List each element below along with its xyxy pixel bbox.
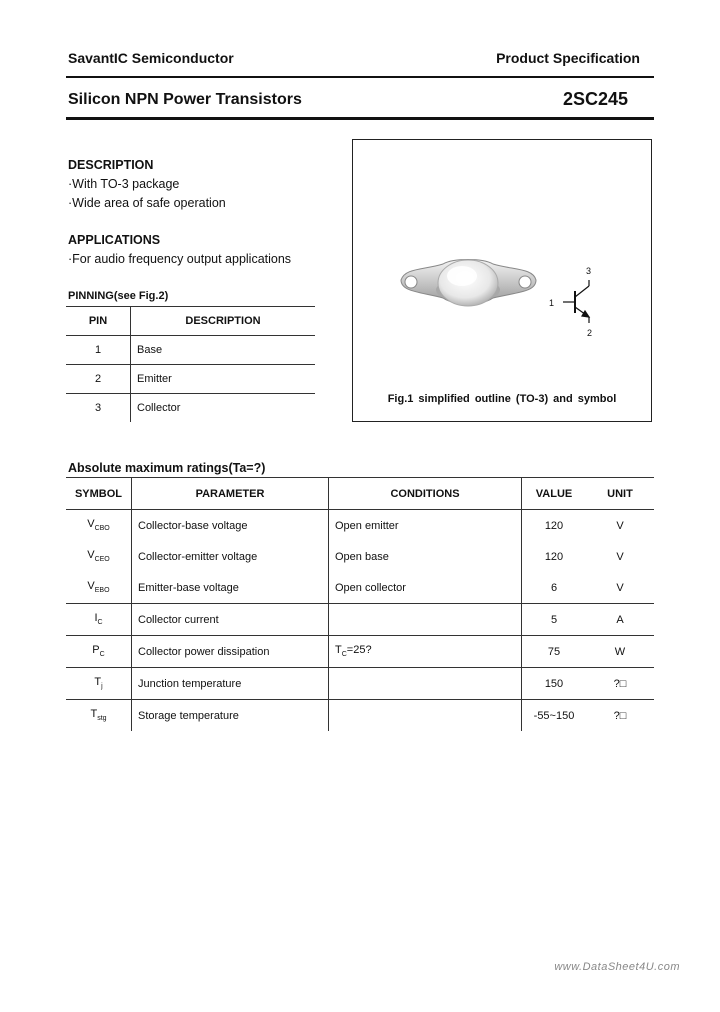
unit-cell: ?□ (613, 709, 627, 722)
part-number: 2SC245 (562, 89, 628, 109)
symbol-cell: $T_{stg}$ (90, 708, 107, 723)
title-rule (66, 117, 654, 120)
parameter-cell: Junction temperature (132, 668, 329, 700)
parameter-col-header: PARAMETER (132, 478, 329, 510)
conditions-cell: Open emitter (329, 510, 522, 542)
symbol-pin-label: 2 (587, 328, 593, 338)
ratings-table (66, 477, 654, 731)
pin-description: Collector (137, 402, 181, 414)
parameter-cell: Collector power dissipation (132, 636, 329, 668)
symbol-cell: $T_j$ (66, 668, 132, 700)
unit-cell: V (616, 519, 624, 532)
table-row (66, 394, 315, 423)
conditions-cell (329, 700, 522, 732)
value-cell: 6 (522, 572, 587, 604)
unit-col-header: UNIT (586, 478, 654, 510)
table-row (66, 636, 654, 668)
parameter-cell: Emitter-base voltage (132, 572, 329, 604)
table-row (66, 604, 654, 636)
pin-number: 3 (66, 394, 131, 423)
conditions-cell: $T_C=25$? (329, 636, 522, 668)
description-item: ·With TO-3 package (68, 177, 180, 191)
description-item: ·Wide area of safe operation (68, 196, 226, 210)
ratings-heading: Absolute maximum ratings(Ta=?) (68, 461, 266, 475)
header-rule (66, 76, 654, 78)
unit-cell: V (586, 572, 654, 604)
conditions-cell: Open base (329, 541, 522, 572)
description-heading: DESCRIPTION (68, 158, 154, 172)
table-row (66, 572, 654, 604)
value-cell: 75 (522, 636, 587, 668)
applications-item: ·For audio frequency output applications (68, 252, 292, 266)
to3-package-icon (401, 260, 536, 307)
value-col-header: VALUE (522, 478, 587, 510)
table-row (66, 668, 654, 700)
watermark: www.DataSheet4U.com (554, 961, 680, 973)
unit-cell: A (586, 604, 654, 636)
value-cell: -55~150 (522, 700, 587, 732)
symbol-col-header: SYMBOL (66, 478, 132, 510)
symbol-pin-label: 3 (586, 266, 592, 276)
unit-cell: ?□ (586, 668, 654, 700)
conditions-col-header: CONDITIONS (329, 478, 522, 510)
table-row (66, 365, 315, 394)
symbol-cell: $V_{CBO}$ (87, 518, 110, 533)
unit-cell: W (586, 636, 654, 668)
symbol-cell: $V_{EBO}$ (66, 572, 132, 604)
pinning-heading: PINNING(see Fig.2) (68, 290, 169, 302)
pinning-table (66, 306, 315, 422)
parameter-cell: Collector-emitter voltage (132, 541, 329, 572)
value-cell: 120 (522, 541, 587, 572)
value-cell: 150 (522, 668, 587, 700)
pin-col-header: PIN (66, 307, 131, 336)
company-name: SavantIC Semiconductor (68, 50, 234, 66)
unit-cell: V (616, 550, 624, 563)
figure-box (352, 139, 652, 422)
doc-type: Product Specification (496, 50, 640, 66)
conditions-cell (329, 604, 522, 636)
pin-description: Base (131, 336, 316, 365)
parameter-cell: Storage temperature (132, 700, 329, 732)
table-row (66, 336, 315, 365)
pin-number: 2 (66, 365, 131, 394)
applications-heading: APPLICATIONS (68, 233, 161, 247)
to3-outline-and-symbol (353, 140, 651, 421)
table-row (66, 541, 654, 572)
product-line: Silicon NPN Power Transistors (68, 91, 302, 108)
symbol-pin-label: 1 (549, 298, 555, 308)
symbol-cell: $I_C$ (66, 604, 132, 636)
parameter-cell: Collector-base voltage (132, 510, 329, 542)
table-row (66, 700, 654, 732)
symbol-cell: $V_{CEO}$ (87, 549, 110, 564)
pin-description: Emitter (131, 365, 316, 394)
parameter-cell: Collector current (132, 604, 329, 636)
desc-col-header: DESCRIPTION (131, 307, 316, 336)
npn-symbol-icon (563, 280, 589, 323)
symbol-cell: $P_C$ (66, 636, 132, 668)
conditions-cell: Open collector (329, 572, 522, 604)
table-row (66, 510, 654, 542)
pin-number: 1 (66, 336, 131, 365)
conditions-cell (329, 668, 522, 700)
value-cell: 5 (522, 604, 587, 636)
value-cell: 120 (522, 510, 587, 542)
figure-caption: Fig.1 simplified outline (TO-3) and symbol (387, 393, 617, 405)
